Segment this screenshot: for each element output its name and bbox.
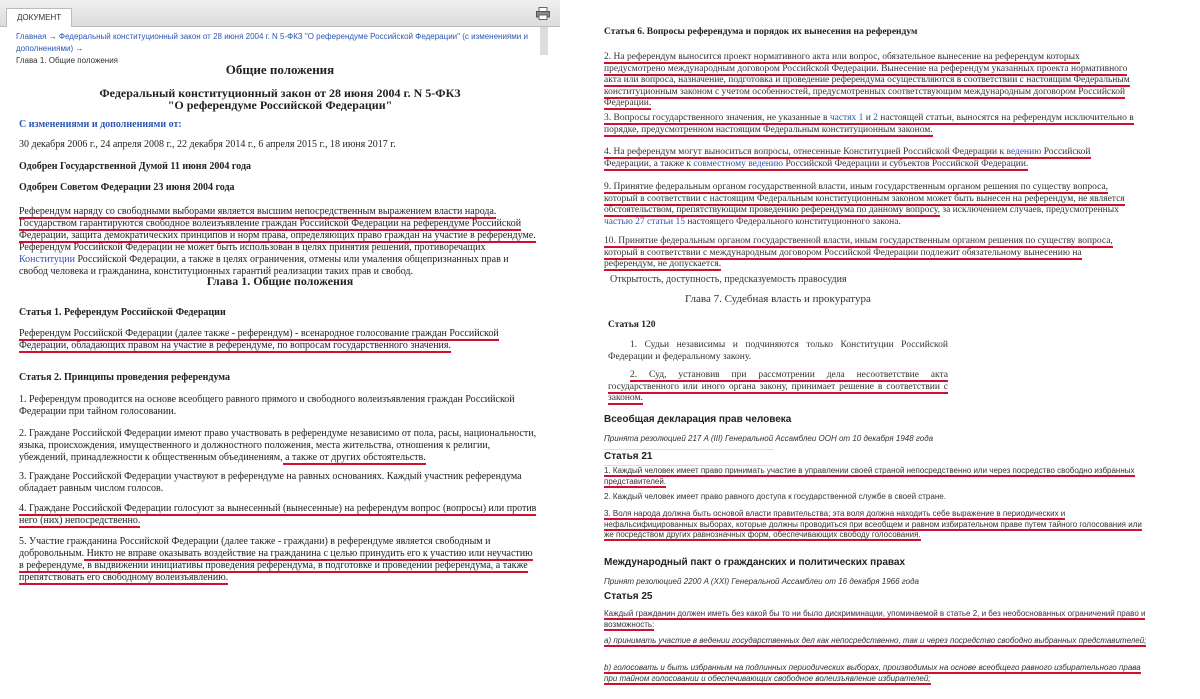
breadcrumb-separator: → [48,32,57,41]
article-6-p3 [604,113,1134,136]
article-6-p2 [604,52,1134,110]
document-tab[interactable]: ДОКУМЕНТ [6,8,72,27]
article-25-a-highlight: а) принимать участие в ведении государственных дел как непосредственно, так и через посредство свободно выбранных представителей; [604,636,1147,645]
section-title: Общие положения [225,62,335,77]
article-6-p4-mid: Российской Федерации, а также к [604,147,1091,169]
article-21-p2: 2. Каждый человек имеет право равного доступа к государственной службе в своей стране. [604,492,946,501]
article-25-b [604,663,1149,684]
article-2-p4-highlight: 4. Граждане Российской Федерации голосуют за вынесенный (вынесенные) на референдум вопрос (вопросы) или против него (них) непосредственно. [19,503,537,526]
article-120-p1: 1. Судьи независимы и подчиняются только Конституции Российской Федерации и федеральному закону. [608,340,948,362]
article-25-b-highlight: b) голосовать и быть избранным на подлинных периодических выборах, производимых на основе всеобщего равного избирательного права при тайном голосовании и обеспечивающих свободное волеизъявление избирателей; [604,663,1141,683]
article-6-p4-end: Российской Федерации и субъектов Российской Федерации. [783,158,1029,169]
article-2-p4 [19,503,539,527]
udhr-adopted: Принята резолюцией 217 A (III) Генеральной Ассамблеи ООН от 10 декабря 1948 года [604,434,934,443]
joint-jurisdiction-link[interactable]: совместному ведению [693,158,784,169]
print-icon[interactable] [536,7,550,20]
article-6-p2-highlight: 2. На референдум выносится проект нормативного акта или вопрос, обязательное вынесение на референдум которых предусмотрено международным договором Российской Федерации. Вынесение на референдум указанных проекта нормативного акта или вопроса, назначение, подготовка и проведение референдума осуществляются в соответствии с настоящим Федеральным конституционным законом с учетом особенностей, предусмотренных соответствующим международным договором Российской Федерации. [604,52,1130,109]
jurisdiction-link[interactable]: ведению [1006,147,1042,157]
article-1-highlight: Референдум Российской Федерации (далее также - референдум) - всенародное голосование граждан Российской Федерации, обладающих правом на участие в референдуме, по вопросам государственного значения. [19,328,499,351]
parts-1-link[interactable]: частях 1 [829,113,864,123]
chapter-7-heading: Глава 7. Судебная власть и прокуратура [685,293,871,305]
article-1-text [19,328,539,352]
breadcrumb-home-link[interactable]: Главная [16,32,47,41]
article-6-p10 [604,236,1134,271]
preamble [19,206,539,278]
changes-link[interactable]: С изменениями и дополнениями от: [19,119,182,130]
article-6-p9-text: за исключением случаев, предусмотренных [939,205,1119,216]
openness-link[interactable]: Открытость, доступность, предсказуемость правосудия [610,274,847,285]
article-2-p5-text: 5. Участие гражданина Российской Федерации (далее также - граждани) в референдуме является свободным и добровольным. [19,536,491,559]
preamble-text-end: Российской Федерации, а также в целях ограничения, отмены или умаления общепризнанных прав и свобод человека и гражданина, конституционных гарантий реализации таких прав и свобод. [19,254,509,277]
article-21-p1 [604,466,1149,487]
constitution-link[interactable]: Конституции [19,254,75,265]
article-6-p9-end: настоящего Федерального конституционного закона. [684,216,901,227]
article-25-a [604,636,1149,647]
article-6-p3-end: настоящей статьи, выносятся на референдум исключительно в порядке, предусмотренном настоящим Федеральным конституционным законом. [604,113,1134,135]
article-21-p1-highlight: 1. Каждый человек имеет право принимать участие в управлении своей страной непосредственно или через посредство свободно избранных представителей. [604,466,1135,486]
article-120-title: Статья 120 [608,320,656,330]
article-6-p3-text: 3. Вопросы государственного значения, не указанные в [604,113,830,123]
article-6-p9-highlight: 9. Принятие федеральным органом государственной власти, иным государственным органом решения по существу вопроса, который в соответствии с настоящим Федеральным конституционным законом может быть вынесен на референдум, не является обстоятельством, препятствующим проведению референдума по данному вопросу, [604,182,1125,216]
part-2-link[interactable]: 2 [873,113,878,123]
article-6-p4-text: 4. На референдум могут выноситься вопросы, отнесенные Конституцией Российской Федерации к [604,147,1007,157]
breadcrumb-separator: → [75,44,84,53]
article-2-p1: 1. Референдум проводится на основе всеобщего равного прямого и свободного волеизъявления граждан Российской Федерации при тайном голосовании. [19,394,515,417]
left-document-panel [0,0,560,699]
approved-duma: Одобрен Государственной Думой 11 июня 2004 года [19,161,251,172]
article-1-title: Статья 1. Референдум Российской Федерации [19,307,226,318]
article-25-intro-highlight: Каждый гражданин должен иметь без какой бы то ни было дискриминации, упоминаемой в статье 2, и без необоснованных ограничений право и возможность: [604,609,1146,629]
preamble-highlight: Референдум наряду со свободными выборами является высшим непосредственным выражением власти народа. Государством гарантируются свободное волеизъявление граждан Российской Федерации на референдуме Российской Федерации, защита демократических принципов и норм права, определяющих право граждан на участие в референдуме. [19,206,536,241]
article-6-p3-and: и [863,113,874,123]
article-6-p4 [604,147,1134,170]
udhr-title: Всеобщая декларация прав человека [604,414,792,425]
change-dates: 30 декабря 2006 г., 24 апреля 2008 г., 22 декабря 2014 г., 6 апреля 2015 г., 18 июня 2017 г. [19,139,396,150]
iccpr-adopted: Принят резолюцией 2200 A (XXI) Генеральной Ассамблеи от 16 декабря 1966 года [604,577,919,586]
law-title-line-1: Федеральный конституционный закон от 28 июня 2004 г. N 5-ФКЗ [99,86,461,100]
article-120-p2 [608,370,948,405]
article-6-p10-highlight: 10. Принятие федеральным органом государственной власти, иным государственным органом решения по существу вопроса, который в соответствии с международным договором Российской Федерации подлежит обязательному вынесению на референдум, не допускается. [604,236,1113,270]
scrollbar[interactable] [540,27,548,55]
article-6-title: Статья 6. Вопросы референдума и порядок их вынесения на референдум [604,27,918,37]
approved-council: Одобрен Советом Федерации 23 июня 2004 года [19,182,235,193]
chapter-1-heading: Глава 1. Общие положения [206,274,354,288]
breadcrumb-law-link[interactable]: Федеральный конституционный закон от 28 июня 2004 г. N 5-ФКЗ "О референдуме Российской Федерации" (с изменениями и дополнениями) [16,32,528,53]
article-15-part-27-link[interactable]: частью 27 статьи 15 [604,216,685,227]
article-21-p3-highlight: 3. Воля народа должна быть основой власти правительства; эта воля должна находить себе выражение в периодических и нефальсифицированных выборах, которые должны проводиться при всеобщем и равном избирательном праве путем тайного голосования или же посредством других равнозначных форм, обеспечивающих свободу голосования. [604,509,1142,539]
article-25-intro [604,609,1149,630]
breadcrumb-current: Глава 1. Общие положения [16,56,118,65]
right-document-panel [590,0,1200,699]
breadcrumb [0,27,560,67]
article-120-p2-highlight: 2. Суд, установив при рассмотрении дела несоответствие акта государственного или иного органа закону, принимает решение в соответствии с законом. [608,370,948,404]
article-2-p2 [19,428,539,464]
article-2-p5-highlight: Никто не вправе оказывать воздействие на гражданина с целью принудить его к участию или неучастию в референдуме, в выдвижении инициативы проведения референдума, в подготовке и проведении референдума, а также препятствовать его свободному волеизъявлению. [19,548,533,583]
preamble-text: Референдум Российской Федерации не может быть использован в целях принятия решений, противоречащих [19,242,486,253]
article-21-p3 [604,509,1149,541]
article-2-p2-text: 2. Граждане Российской Федерации имеют право участвовать в референдуме независимо от пола, расы, национальности, языка, происхождения, имущественного и должностного положения, места жительства, отношения к религии, убеждений, принадлежности к общественным объединениям, [19,428,537,463]
article-25-title: Статья 25 [604,591,653,602]
iccpr-title: Международный пакт о гражданских и политических правах [604,557,906,568]
law-title-line-2: "О референдуме Российской Федерации" [167,98,393,112]
document-toolbar [0,0,560,27]
article-21-title: Статья 21 [604,449,774,466]
article-6-p9 [604,182,1134,228]
article-2-title: Статья 2. Принципы проведения референдума [19,372,231,383]
article-2-p2-highlight: а также от других обстоятельств. [282,452,426,463]
article-2-p3: 3. Граждане Российской Федерации участвуют в референдуме на равных основаниях. Каждый участник референдума обладает равным числом голосов. [19,471,522,494]
article-2-p5 [19,536,539,584]
